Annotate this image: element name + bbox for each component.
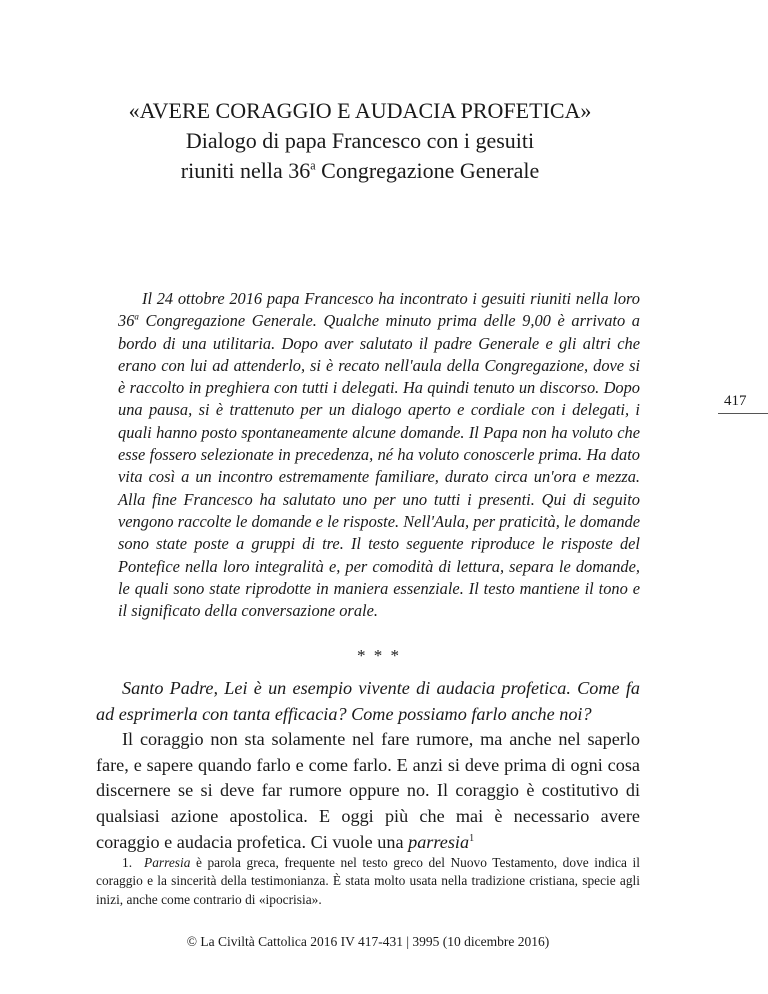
title-line-2: Dialogo di papa Francesco con i gesuiti xyxy=(185,128,535,153)
title-line-3-post: Congregazione Generale xyxy=(315,158,540,183)
footnote-reference: 1 xyxy=(469,832,475,844)
body-text xyxy=(96,676,640,855)
title-line-3 xyxy=(80,156,640,186)
article-title xyxy=(80,96,640,186)
title-line-1: «AVERE CORAGGIO E AUDACIA PROFETICA» xyxy=(128,98,592,123)
title-superscript: a xyxy=(310,158,316,173)
answer-paragraph xyxy=(96,727,640,855)
intro-paragraph xyxy=(118,288,640,622)
footnote-term: Parresia xyxy=(144,855,191,870)
page-footer: © La Civiltà Cattolica 2016 IV 417-431 | 3995 (10 dicembre 2016) xyxy=(186,934,550,949)
section-separator: * * * xyxy=(357,646,401,665)
footnote xyxy=(96,854,640,909)
answer-text: Il coraggio non sta solamente nel fare rumore, ma anche nel saperlo fare, e sapere quando farlo e come farlo. E anzi si deve prima di ogni cosa discernere se si deve far rumore oppure no. Il coraggio è costitutivo di qualsiasi azione apostolica. E oggi più che mai è necessario avere coraggio e audacia profetica. Ci vuole una xyxy=(96,729,640,852)
footnote-text: è parola greca, frequente nel testo greco del Nuovo Testamento, dove indica il coraggio e la sincerità della testimonianza. È stata molto usata nella tradizione cristiana, specie agli inizi, anche come contrario di «ipocrisia». xyxy=(96,855,640,907)
footnote-number: 1. xyxy=(122,855,133,870)
page-number: 417 xyxy=(718,393,768,414)
intro-text-post: Congregazione Generale. Qualche minuto prima delle 9,00 è arrivato a bordo di una utilitaria. Dopo aver salutato il padre Generale e gli altri che erano con lui ad attenderlo, si è recato nell'aula della Congregazione, dove si è raccolto in preghiera con tutti i delegati. Ha quindi tenuto un discorso. Dopo una pausa, si è trattenuto per un dialogo aperto e cordiale con i delegati, i quali hanno posto spontaneamente alcune domande. Il Papa non ha voluto che esse fossero selezionate in precedenza, né ha voluto conoscerle prima. Ha dato vita così a un incontro estremamente familiare, durato circa un'ora e mezza. Alla fine Francesco ha salutato uno per uno tutti i presenti. Qui di seguito vengono raccolte le domande e le risposte. Nell'Aula, per praticità, le domande sono state poste a gruppi di tre. Il testo seguente riproduce le risposte del Pontefice nella loro integralità e, per comodità di lettura, separa le domande, le quali sono state riprodotte in maniera essenziale. Il testo mantiene il tono e il significato della conversazione orale. xyxy=(118,311,640,621)
question-text: Santo Padre, Lei è un esempio vivente di audacia profetica. Come fa ad esprimerla con tanta efficacia? Come possiamo farlo anche noi? xyxy=(96,678,640,724)
title-line-3-pre: riuniti nella 36 xyxy=(180,158,311,183)
intro-text-pre: Il 24 ottobre 2016 papa Francesco ha incontrato i gesuiti riuniti nella loro 36 xyxy=(118,289,640,331)
answer-term: parresia xyxy=(408,831,470,852)
intro-superscript: a xyxy=(134,311,139,322)
